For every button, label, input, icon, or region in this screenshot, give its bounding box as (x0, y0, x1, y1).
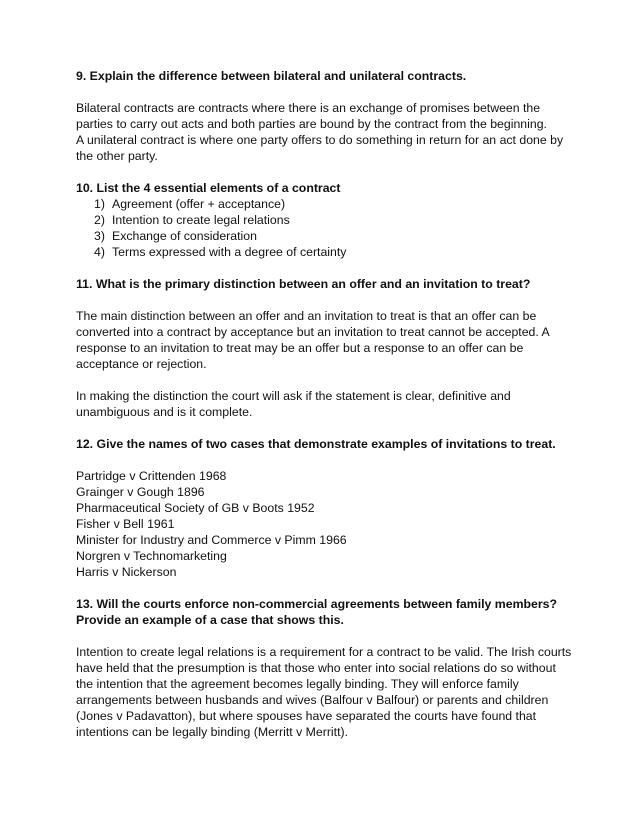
cases-list (76, 468, 576, 580)
list-item: Fisher v Bell 1961 (76, 517, 175, 531)
question-9-answer-unilateral: A unilateral contract is where one party offers to do something in return for an act done by the other party. (76, 133, 564, 163)
list-item: 2) Intention to create legal relations (94, 213, 290, 227)
question-12-heading: 12. Give the names of two cases that demonstrate examples of invitations to treat. (76, 437, 556, 451)
elements-list (76, 196, 576, 260)
question-9-answer-bilateral: Bilateral contracts are contracts where there is an exchange of promises between the parties to carry out acts and both parties are bound by the contract from the beginning. (76, 101, 547, 131)
question-9-heading: 9. Explain the difference between bilateral and unilateral contracts. (76, 69, 467, 83)
list-item: Pharmaceutical Society of GB v Boots 1952 (76, 501, 315, 515)
list-item: 1) Agreement (offer + acceptance) (94, 197, 286, 211)
list-item: 3) Exchange of consideration (94, 229, 257, 243)
question-11-heading: 11. What is the primary distinction between an offer and an invitation to treat? (76, 277, 531, 291)
question-13-answer: Intention to create legal relations is a requirement for a contract to be valid. The Irish courts have held that the presumption is that those who enter into social relations do so without the intention that the agreement becomes legally binding. They will enforce family arrangements between husbands and wives (Balfour v Balfour) or parents and children (Jones v Padavatton), but where spouses have separated the courts have found that intentions can be legally binding (Merritt v Merritt). (76, 645, 572, 739)
list-item: Partridge v Crittenden 1968 (76, 469, 227, 483)
list-item: Harris v Nickerson (76, 565, 177, 579)
document-page (76, 68, 576, 740)
list-item: Grainger v Gough 1896 (76, 485, 205, 499)
question-11-answer-court: In making the distinction the court will ask if the statement is clear, definitive and unambiguous and is it complete. (76, 389, 511, 419)
question-10-heading: 10. List the 4 essential elements of a contract (76, 181, 341, 195)
list-item: Norgren v Technomarketing (76, 549, 227, 563)
list-item: 4) Terms expressed with a degree of certainty (94, 245, 347, 259)
question-13-heading: 13. Will the courts enforce non-commercial agreements between family members? Provide an example of a case that shows this. (76, 597, 557, 627)
question-11-answer: The main distinction between an offer and an invitation to treat is that an offer can be converted into a contract by acceptance but an invitation to treat cannot be accepted. A response to an invitation to treat may be an offer but a response to an offer can be acceptance or rejection. (76, 309, 550, 371)
list-item: Minister for Industry and Commerce v Pimm 1966 (76, 533, 347, 547)
